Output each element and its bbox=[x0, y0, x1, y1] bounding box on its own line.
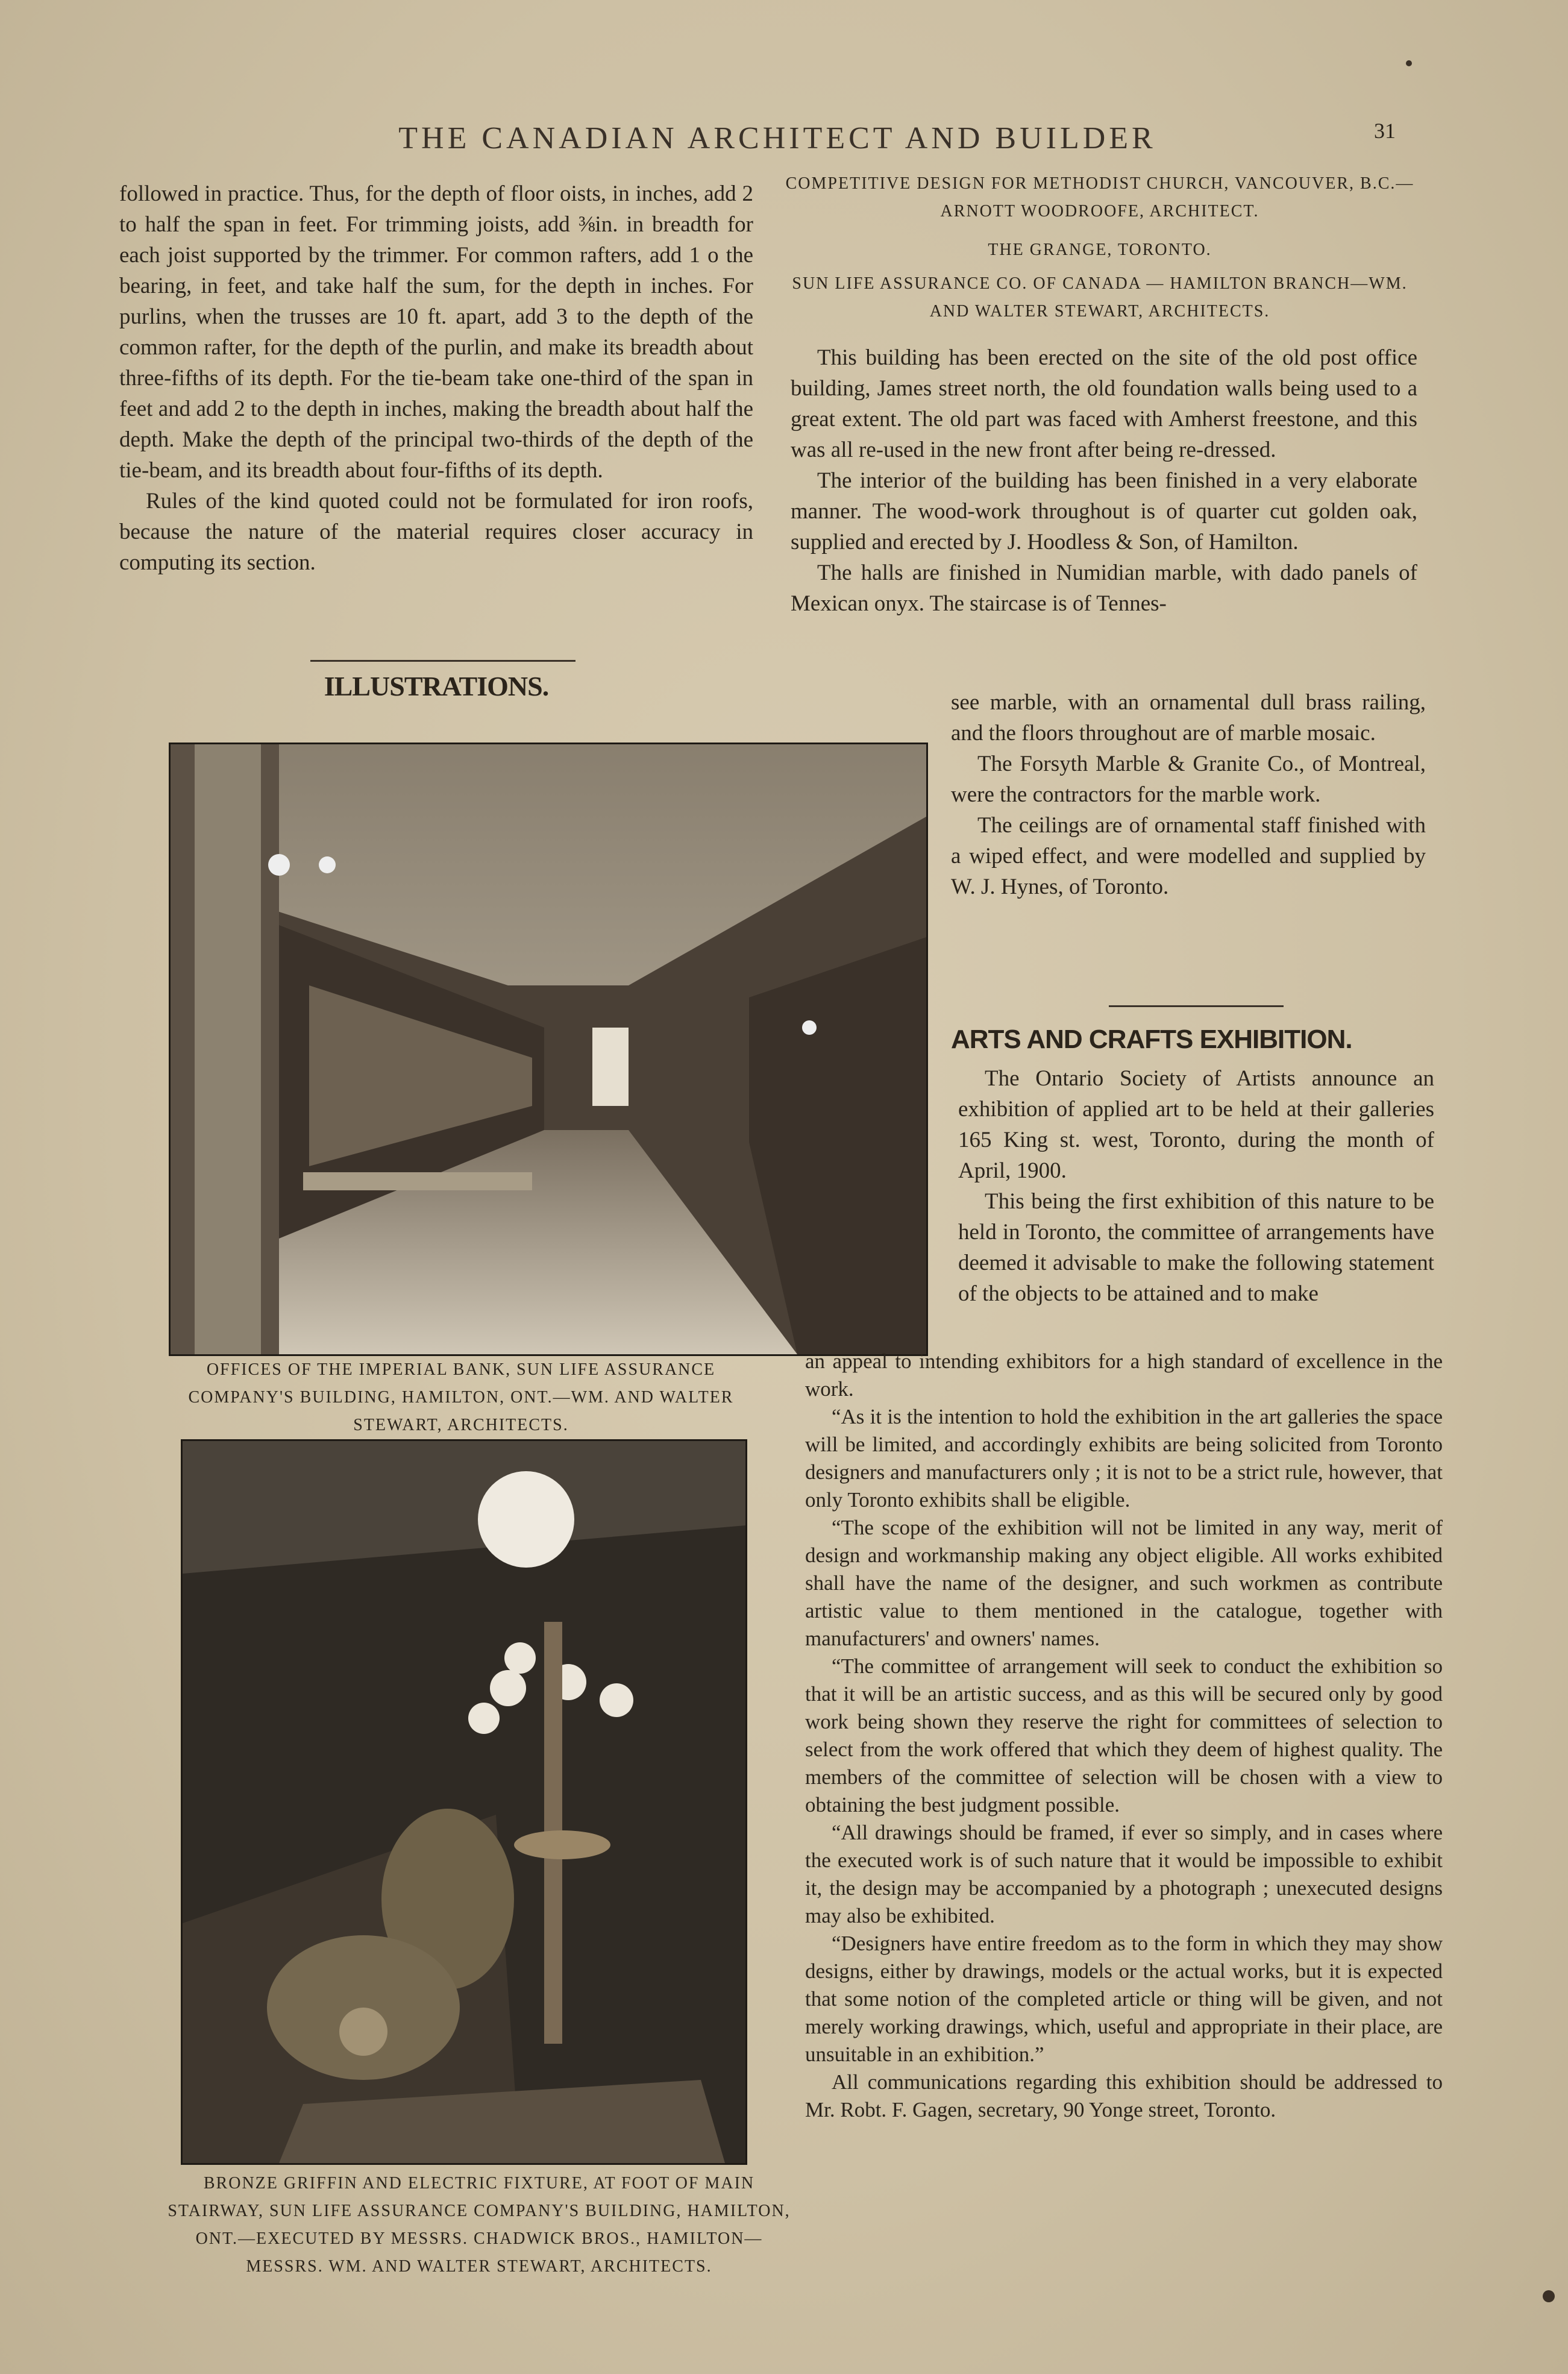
section-rule bbox=[310, 660, 575, 662]
left-column-text bbox=[119, 178, 753, 578]
arts-narrow-text bbox=[958, 1063, 1434, 1309]
arts-paragraph-4: “The scope of the exhibition will not be limited in any way, merit of design and workmanship making any object eligible. All works exhibited shall have the name of the designer, and such workmen as contribute artistic value to them mentioned in the catalogue, together with manufacturers' and owners' names. bbox=[805, 1516, 1443, 1650]
arts-paragraph-1: The Ontario Society of Artists announce an exhibition of applied art to be held at their galleries 165 King st. west, Toronto, during the month of April, 1900. bbox=[958, 1066, 1434, 1183]
sunlife-paragraph-3-rest: see marble, with an ornamental dull brass railing, and the floors throughout are of marble mosaic. bbox=[951, 690, 1426, 746]
intro-paragraph-2: Rules of the kind quoted could not be formulated for iron roofs, because the nature of the material requires closer accuracy in computing its section. bbox=[119, 489, 753, 575]
paper-speck bbox=[1406, 60, 1412, 66]
sunlife-paragraph-3-start: The halls are finished in Numidian marble, with dado panels of Mexican onyx. The staircase is of Tennes- bbox=[791, 561, 1417, 616]
sunlife-paragraph-4: The Forsyth Marble & Granite Co., of Montreal, were the contractors for the marble work. bbox=[951, 752, 1426, 807]
paper-speck bbox=[1543, 2290, 1555, 2302]
arts-crafts-heading: ARTS AND CRAFTS EXHIBITION. bbox=[951, 1025, 1352, 1054]
intro-paragraph: followed in practice. Thus, for the depth of floor oists, in inches, add 2 to half the span in feet. For trimming joists, add ⅜in. in breadth for each joist supported by the trimmer. For common rafters, add 1 o the bearing, in feet, and take half the sum, for the depth in inches. For purlins, when the trusses are 10 ft. apart, add 3 to the depth of the common rafter, for the depth of the purlin, and make its breadth about three-fifths of its depth. For the tie-beam take one-third of the span in feet and add 2 to the depth in inches, making the breadth about half the depth. Make the depth of the principal two-thirds of the depth of the tie-beam, and its breadth about four-fifths of its depth. bbox=[119, 181, 753, 483]
page-number: 31 bbox=[1374, 119, 1396, 143]
sunlife-paragraph-5: The ceilings are of ornamental staff finished with a wiped effect, and were modelled and supplied by W. J. Hynes, of Toronto. bbox=[951, 813, 1426, 899]
arts-paragraph-6: “All drawings should be framed, if ever so simply, and in cases where the executed work is of such nature that it would be impossible to exhibit it, the design may be accompanied by a photograph ; unexecuted designs may also be exhibited. bbox=[805, 1821, 1443, 1927]
arts-paragraph-2-rest: an appeal to intending exhibitors for a high standard of excellence in the work. bbox=[805, 1349, 1443, 1401]
illustration-list-1: COMPETITIVE DESIGN FOR METHODIST CHURCH, VANCOUVER, B.C.—ARNOTT WOODROOFE, ARCHITECT. bbox=[785, 174, 1414, 221]
arts-paragraph-2-start: This being the first exhibition of this nature to be held in Toronto, the committee of arrangements have deemed it advisable to make the following statement of the objects to be attained and to make bbox=[958, 1189, 1434, 1306]
arts-paragraph-8: All communications regarding this exhibition should be addressed to Mr. Robt. F. Gagen, secretary, 90 Yonge street, Toronto. bbox=[805, 2070, 1443, 2121]
arts-paragraph-7: “Designers have entire freedom as to the form in which they may show designs, either by drawings, models or the actual works, but it is expected that some notion of the completed article or thing will be given, and not merely working drawings, which, useful and appropriate in their place, are unsuitable in an exhibition.” bbox=[805, 1932, 1443, 2066]
arts-full-text bbox=[805, 1348, 1443, 2124]
griffin-fixture-photo bbox=[181, 1439, 747, 2165]
bank-office-illustration bbox=[171, 744, 926, 1354]
illustrations-heading: ILLUSTRATIONS. bbox=[324, 671, 549, 702]
griffin-fixture-illustration bbox=[183, 1441, 745, 2163]
photo2-caption: BRONZE GRIFFIN AND ELECTRIC FIXTURE, AT FOOT OF MAIN STAIRWAY, SUN LIFE ASSURANCE COMPANY'S BUILDING, HAMILTON, ONT.—EXECUTED BY MESSRS. CHADWICK BROS., HAMILTON—MESSRS. WM. AND WALTER STEWART, ARCHITECTS. bbox=[168, 2174, 791, 2276]
journal-title: THE CANADIAN ARCHITECT AND BUILDER bbox=[398, 121, 1156, 155]
illustration-list-2: THE GRANGE, TORONTO. bbox=[988, 240, 1212, 259]
sunlife-paragraph-1: This building has been erected on the site of the old post office building, James street north, the old foundation walls being used to a great extent. The old part was faced with Amherst freestone, and this was all re-used in the new front after being re-dressed. bbox=[791, 345, 1417, 462]
illustration-list-3: SUN LIFE ASSURANCE CO. OF CANADA — HAMILTON BRANCH—WM. AND WALTER STEWART, ARCHITECTS. bbox=[792, 274, 1408, 321]
arts-paragraph-3: “As it is the intention to hold the exhibition in the art galleries the space will be limited, and accordingly exhibits are being solicited from Toronto designers and manufacturers only ; it is not to be a strict rule, however, that only Toronto exhibits shall be eligible. bbox=[805, 1405, 1443, 1512]
right-column-text bbox=[791, 342, 1417, 619]
bank-office-photo bbox=[169, 743, 928, 1356]
right-narrow-text bbox=[951, 687, 1426, 902]
photo1-caption: OFFICES OF THE IMPERIAL BANK, SUN LIFE ASSURANCE COMPANY'S BUILDING, HAMILTON, ONT.—WM. AND WALTER STEWART, ARCHITECTS. bbox=[188, 1360, 734, 1434]
arts-paragraph-5: “The committee of arrangement will seek to conduct the exhibition so that it will be an artistic success, and as this will be secured only by good work being shown they reserve the right for committees of selection to select from the work offered that which they deem of highest quality. The members of the committee of selection will be chosen with a view to obtaining the best judgment possible. bbox=[805, 1654, 1443, 1817]
section-rule bbox=[1109, 1005, 1284, 1007]
sunlife-paragraph-2: The interior of the building has been finished in a very elaborate manner. The wood-work throughout is of quarter cut golden oak, supplied and erected by J. Hoodless & Son, of Hamilton. bbox=[791, 468, 1417, 554]
